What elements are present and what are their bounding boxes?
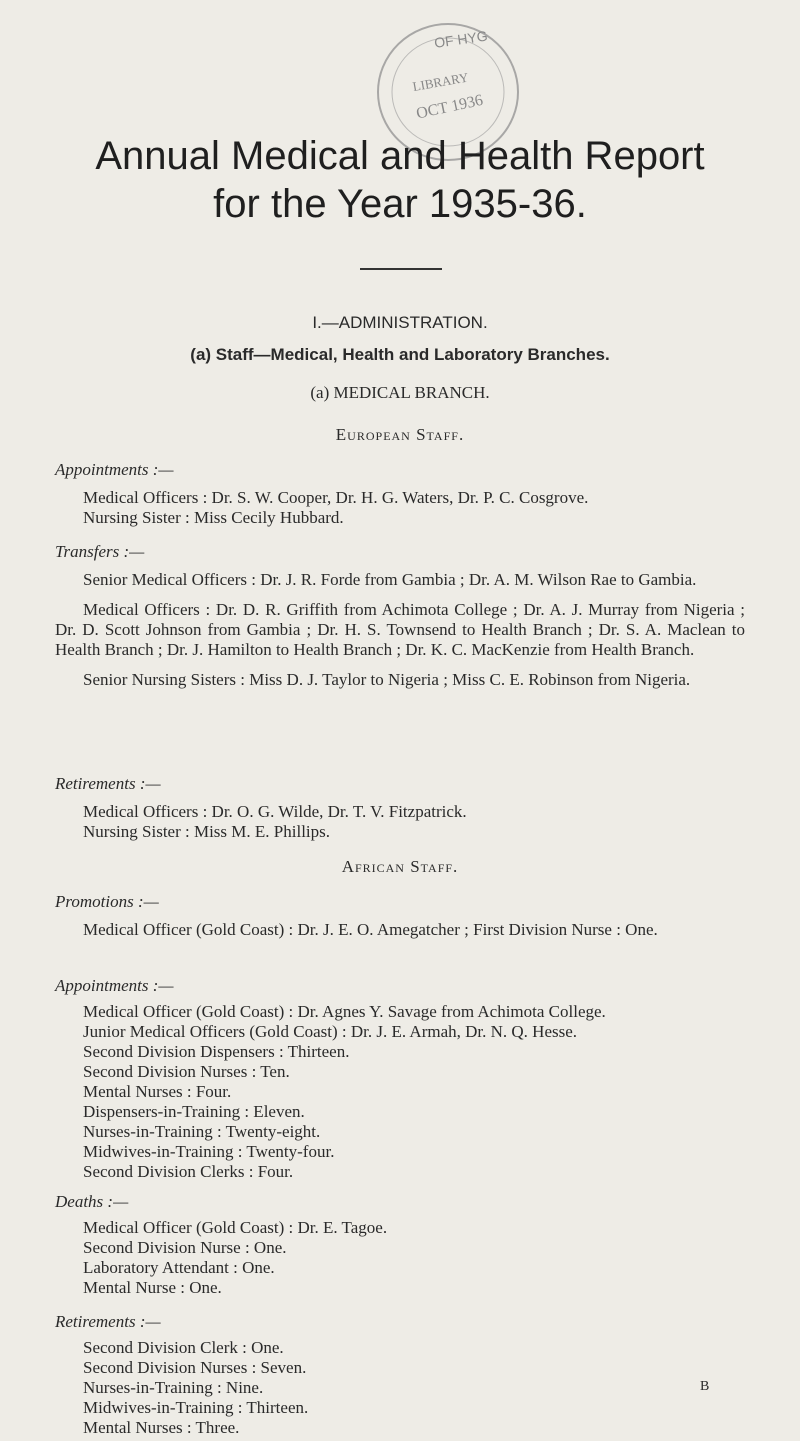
list-item: Second Division Nurses : Seven. xyxy=(83,1358,307,1377)
transfer-paragraph: Senior Medical Officers : Dr. J. R. Forde from Gambia ; Dr. A. M. Wilson Rae to Gambia. xyxy=(83,570,697,589)
african-promotions xyxy=(55,892,745,940)
list-item: Nursing Sister : Miss M. E. Phillips. xyxy=(83,822,331,841)
stamp-line-1: OF HYG xyxy=(433,27,489,51)
transfer-paragraph: Senior Nursing Sisters : Miss D. J. Taylor to Nigeria ; Miss C. E. Robinson from Nigeria. xyxy=(83,670,691,689)
list-item: Second Division Dispensers : Thirteen. xyxy=(83,1042,350,1061)
transfer-paragraph: Medical Officers : Dr. D. R. Griffith from Achimota College ; Dr. A. J. Murray from Nigeria ; Dr. D. Scott Johnson from Gambia ; Dr. H. S. Townsend to Health Branch ; Dr. S. A. Maclean to Health Branch ; Dr. J. Hamilton to Health Branch ; Dr. K. C. MacKenzie from Health Branch. xyxy=(55,600,745,659)
list-item: Medical Officers : Dr. O. G. Wilde, Dr. T. V. Fitzpatrick. xyxy=(83,802,467,821)
african-appointments-heading: Appointments :— xyxy=(55,976,174,995)
african-appointments xyxy=(55,976,745,1182)
list-item: Mental Nurses : Three. xyxy=(83,1418,240,1437)
list-item: Nurses-in-Training : Nine. xyxy=(83,1378,264,1397)
branch-title: (a) MEDICAL BRANCH. xyxy=(310,383,490,402)
european-staff-heading: European Staff. xyxy=(335,425,465,444)
list-item: Dispensers-in-Training : Eleven. xyxy=(83,1102,305,1121)
section-title: I.—ADMINISTRATION. xyxy=(312,313,488,332)
list-item: Nursing Sister : Miss Cecily Hubbard. xyxy=(83,508,344,527)
list-item: Medical Officer (Gold Coast) : Dr. Agnes Y. Savage from Achimota College. xyxy=(83,1002,606,1021)
african-retirements-heading: Retirements :— xyxy=(55,1312,161,1331)
european-transfers-heading: Transfers :— xyxy=(55,542,145,561)
african-deaths-heading: Deaths :— xyxy=(55,1192,129,1211)
list-item: Second Division Clerk : One. xyxy=(83,1338,284,1357)
european-transfers xyxy=(55,542,745,690)
african-staff-heading: African Staff. xyxy=(341,857,459,876)
list-item: Second Division Nurse : One. xyxy=(83,1238,287,1257)
list-item: Second Division Clerks : Four. xyxy=(83,1162,294,1181)
report-subtitle: for the Year 1935-36. xyxy=(213,182,587,226)
list-item: Mental Nurse : One. xyxy=(83,1278,222,1297)
african-promotions-heading: Promotions :— xyxy=(55,892,159,911)
european-retirements-heading: Retirements :— xyxy=(55,774,161,793)
list-item: Junior Medical Officers (Gold Coast) : Dr. J. E. Armah, Dr. N. Q. Hesse. xyxy=(83,1022,578,1041)
african-deaths xyxy=(55,1192,745,1298)
list-item: Laboratory Attendant : One. xyxy=(83,1258,275,1277)
list-item: Medical Officer (Gold Coast) : Dr. E. Tagoe. xyxy=(83,1218,388,1237)
european-appointments-heading: Appointments :— xyxy=(55,460,174,479)
list-item: Medical Officers : Dr. S. W. Cooper, Dr. H. G. Waters, Dr. P. C. Cosgrove. xyxy=(83,488,589,507)
list-item: Midwives-in-Training : Twenty-four. xyxy=(83,1142,335,1161)
list-item: Mental Nurses : Four. xyxy=(83,1082,232,1101)
promotion-paragraph: Medical Officer (Gold Coast) : Dr. J. E. O. Amegatcher ; First Division Nurse : One. xyxy=(83,920,658,939)
report-title: Annual Medical and Health Report xyxy=(95,134,705,178)
title-divider xyxy=(360,268,442,270)
european-retirements xyxy=(55,774,745,842)
stamp-line-2: LIBRARY xyxy=(411,69,470,95)
list-item: Nurses-in-Training : Twenty-eight. xyxy=(83,1122,321,1141)
african-retirements xyxy=(55,1312,745,1438)
subsection-title: (a) Staff—Medical, Health and Laboratory Branches. xyxy=(190,345,610,364)
european-appointments xyxy=(55,460,745,528)
stamp-line-3: OCT 1936 xyxy=(414,91,485,123)
list-item: Second Division Nurses : Ten. xyxy=(83,1062,290,1081)
list-item: Midwives-in-Training : Thirteen. xyxy=(83,1398,309,1417)
signature-mark: B xyxy=(700,1379,710,1394)
